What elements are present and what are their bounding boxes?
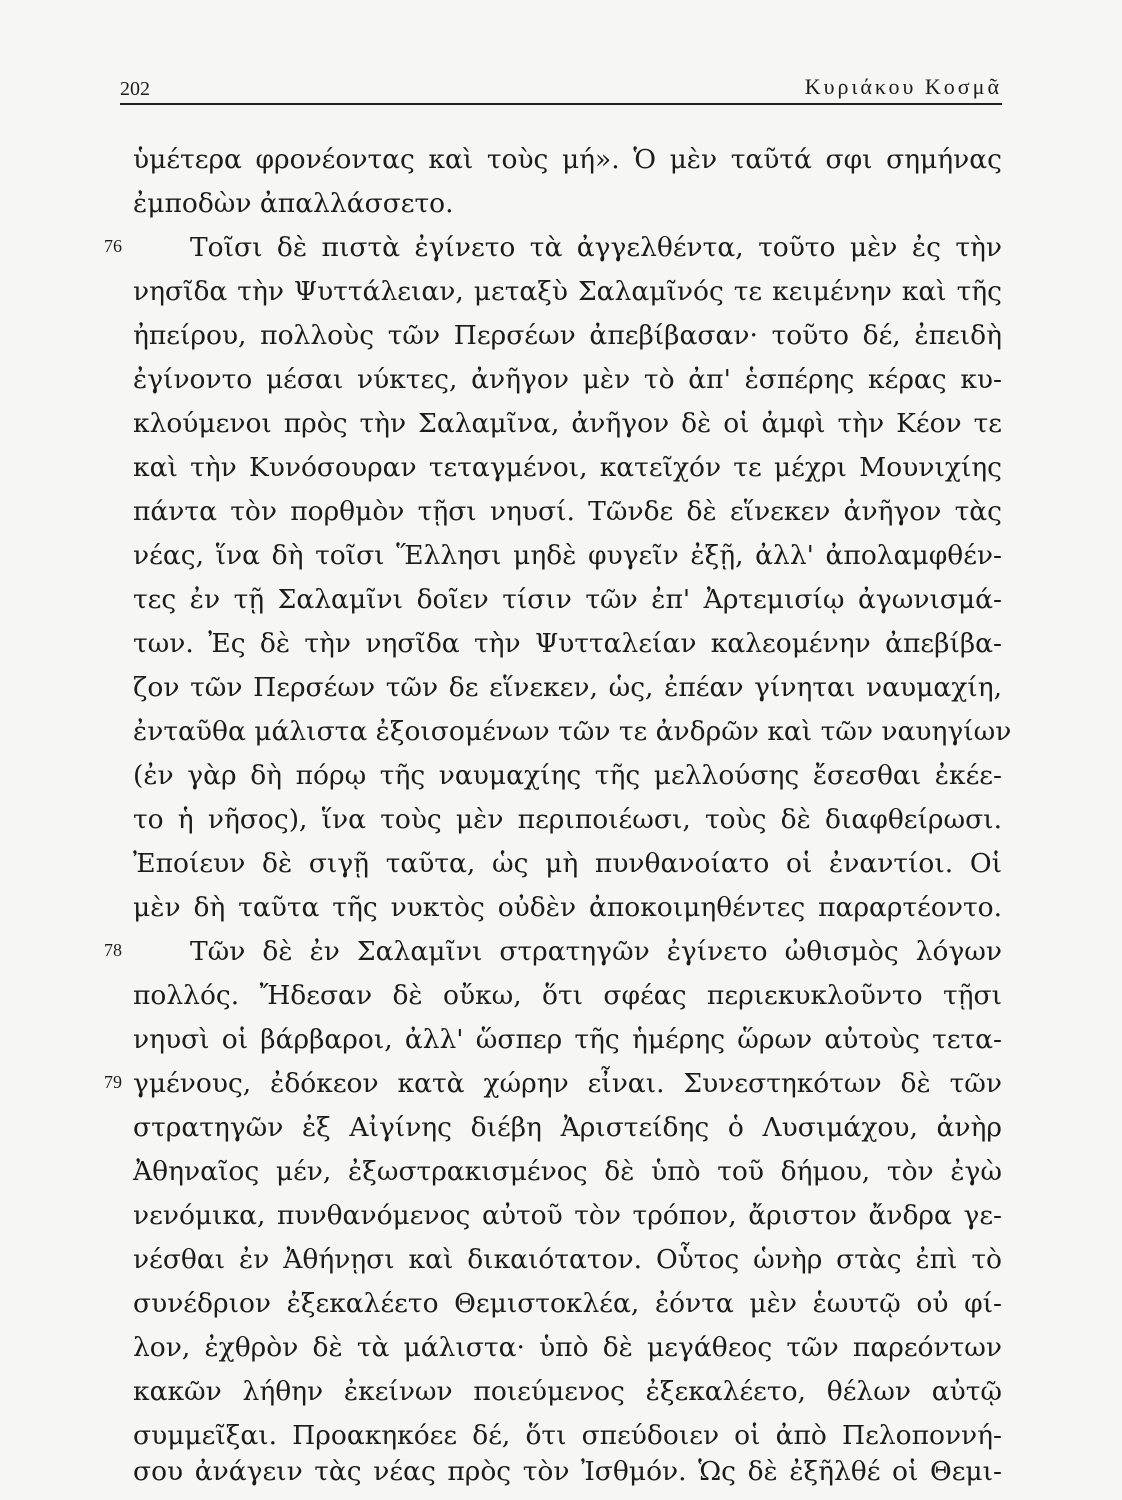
text-line: συμμεῖξαι. Προακηκόεε δέ, ὅτι σπεύδοιεν οἱ ἀπὸ Πελοποννή-: [133, 1420, 1002, 1451]
text-line: ἐγίνοντο μέσαι νύκτες, ἀνῆγον μὲν τὸ ἀπ' ἑσπέρης κέρας κυ-: [133, 364, 1002, 395]
text-line: τες ἐν τῇ Σαλαμῖνι δοῖεν τίσιν τῶν ἐπ' Ἀρτεμισίῳ ἀγωνισμά-: [133, 584, 1002, 615]
text-line: ζον τῶν Περσέων τῶν δε εἵνεκεν, ὡς, ἐπέαν γίνηται ναυμαχίη,: [133, 672, 1002, 703]
text-line: λον, ἐχθρὸν δὲ τὰ μάλιστα· ὑπὸ δὲ μεγάθεος τῶν παρεόντων: [133, 1332, 1002, 1363]
text-line: πολλός. Ἤδεσαν δὲ οὔκω, ὅτι σφέας περιεκυκλοῦντο τῇσι: [133, 980, 1002, 1011]
text-line: καὶ τὴν Κυνόσουραν τεταγμένοι, κατεῖχόν τε μέχρι Μουνιχίης: [133, 452, 1002, 483]
text-line: κλούμενοι πρὸς τὴν Σαλαμῖνα, ἀνῆγον δὲ οἱ ἀμφὶ τὴν Κέον τε: [133, 408, 1002, 439]
text-line: κακῶν λήθην ἐκείνων ποιεύμενος ἐξεκαλέετο, θέλων αὐτῷ: [133, 1376, 1002, 1407]
text-line: νέσθαι ἐν Ἀθήνῃσι καὶ δικαιότατον. Οὗτος ὡνὴρ στὰς ἐπὶ τὸ: [133, 1244, 1002, 1275]
text-line: Τοῖσι δὲ πιστὰ ἐγίνετο τὰ ἀγγελθέντα, τοῦτο μὲν ἐς τὴν: [190, 232, 1002, 263]
section-number: 76: [104, 236, 122, 256]
section-number: 78: [104, 940, 122, 960]
page-number: 202: [120, 78, 150, 100]
text-line: ἐνταῦθα μάλιστα ἐξοισομένων τῶν τε ἀνδρῶν καὶ τῶν ναυηγίων: [133, 716, 1012, 747]
text-line: Ἐποίευν δὲ σιγῇ ταῦτα, ὡς μὴ πυνθανοίατο οἱ ἐναντίοι. Οἱ: [133, 848, 1002, 879]
text-line: ὑμέτερα φρονέοντας καὶ τοὺς μή». Ὁ μὲν ταῦτά σφι σημήνας: [133, 144, 1002, 175]
text-line: σου ἀνάγειν τὰς νέας πρὸς τὸν Ἰσθμόν. Ὡς δὲ ἐξῆλθέ οἱ Θεμι-: [133, 1456, 1002, 1487]
text-line: των. Ἐς δὲ τὴν νησῖδα τὴν Ψυτταλείαν καλεομένην ἀπεβίβα-: [133, 628, 1002, 659]
text-line: Ἀθηναῖος μέν, ἐξωστρακισμένος δὲ ὑπὸ τοῦ δήμου, τὸν ἐγὼ: [133, 1156, 1002, 1187]
text-line: γμένους, ἐδόκεον κατὰ χώρην εἶναι. Συνεστηκότων δὲ τῶν: [133, 1068, 1002, 1099]
text-line: το ἡ νῆσος), ἵνα τοὺς μὲν περιποιέωσι, τοὺς δὲ διαφθείρωσι.: [133, 804, 1002, 835]
text-line: ἐμποδὼν ἀπαλλάσσετο.: [133, 188, 454, 219]
text-line: πάντα τὸν πορθμὸν τῇσι νηυσί. Τῶνδε δὲ εἵνεκεν ἀνῆγον τὰς: [133, 496, 1002, 527]
text-line: νησῖδα τὴν Ψυττάλειαν, μεταξὺ Σαλαμῖνός τε κειμένην καὶ τῆς: [133, 276, 1002, 307]
text-line: νηυσὶ οἱ βάρβαροι, ἀλλ' ὥσπερ τῆς ἡμέρης ὥρων αὐτοὺς τετα-: [133, 1024, 1002, 1055]
section-number: 79: [104, 1072, 122, 1092]
text-line: νέας, ἵνα δὴ τοῖσι Ἕλλησι μηδὲ φυγεῖν ἐξῇ, ἀλλ' ἀπολαμφθέν-: [133, 540, 1002, 571]
text-line: Τῶν δὲ ἐν Σαλαμῖνι στρατηγῶν ἐγίνετο ὠθισμὸς λόγων: [190, 936, 1002, 967]
running-head: Κυριάκου Κοσμᾶ: [804, 74, 1002, 99]
text-line: νενόμικα, πυνθανόμενος αὐτοῦ τὸν τρόπον, ἄριστον ἄνδρα γε-: [133, 1200, 1002, 1231]
text-line: (ἐν γὰρ δὴ πόρῳ τῆς ναυμαχίης τῆς μελλούσης ἔσεσθαι ἐκέε-: [133, 760, 1002, 791]
text-line: στρατηγῶν ἐξ Αἰγίνης διέβη Ἀριστείδης ὁ Λυσιμάχου, ἀνὴρ: [133, 1112, 1002, 1143]
text-line: ἠπείρου, πολλοὺς τῶν Περσέων ἀπεβίβασαν· τοῦτο δέ, ἐπειδὴ: [133, 320, 1002, 351]
text-line: μὲν δὴ ταῦτα τῆς νυκτὸς οὐδὲν ἀποκοιμηθέντες παραρτέοντο.: [133, 892, 1002, 923]
text-line: συνέδριον ἐξεκαλέετο Θεμιστοκλέα, ἐόντα μὲν ἑωυτῷ οὐ φί-: [133, 1288, 1002, 1319]
